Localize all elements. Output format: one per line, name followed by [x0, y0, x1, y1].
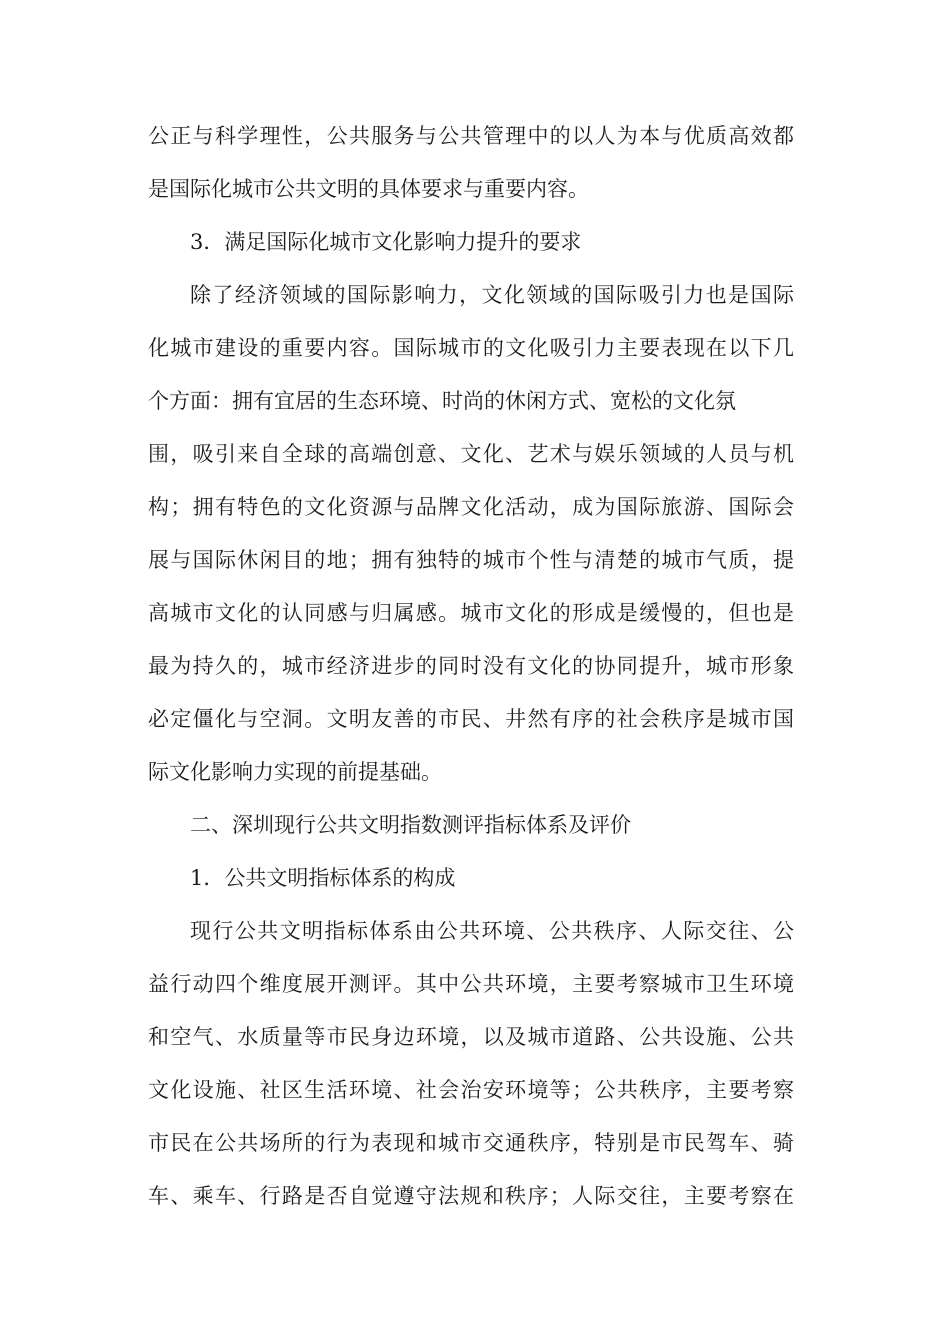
- body-text-line: 文化设施、社区生活环境、社会治安环境等；公共秩序，主要考察: [148, 1078, 794, 1102]
- body-text-line: 车、乘车、行路是否自觉遵守法规和秩序；人际交往，主要考察在: [148, 1184, 794, 1208]
- body-text-line: 公正与科学理性，公共服务与公共管理中的以人为本与优质高效都: [148, 124, 794, 148]
- body-text-line: 和空气、水质量等市民身边环境，以及城市道路、公共设施、公共: [148, 1025, 794, 1049]
- body-text-line: 围，吸引来自全球的高端创意、文化、艺术与娱乐领域的人员与机: [148, 442, 794, 466]
- body-text-line: 展与国际休闲目的地；拥有独特的城市个性与清楚的城市气质，提: [148, 548, 794, 572]
- body-text-line: 益行动四个维度展开测评。其中公共环境，主要考察城市卫生环境: [148, 972, 794, 996]
- body-text-line: 化城市建设的重要内容。国际城市的文化吸引力主要表现在以下几: [148, 336, 794, 360]
- body-text-line: 际文化影响力实现的前提基础。: [148, 760, 442, 784]
- body-text-line: 市民在公共场所的行为表现和城市交通秩序，特别是市民驾车、骑: [148, 1131, 794, 1155]
- body-text-line: 构；拥有特色的文化资源与品牌文化活动，成为国际旅游、国际会: [148, 495, 794, 519]
- section-heading: 二、深圳现行公共文明指数测评指标体系及评价: [190, 813, 631, 837]
- body-text-line: 高城市文化的认同感与归属感。城市文化的形成是缓慢的，但也是: [148, 601, 794, 625]
- body-text-line: 现行公共文明指标体系由公共环境、公共秩序、人际交往、公: [190, 919, 794, 943]
- body-text-line: 必定僵化与空洞。文明友善的市民、井然有序的社会秩序是城市国: [148, 707, 794, 731]
- subsection-heading: 3．满足国际化城市文化影响力提升的要求: [190, 230, 582, 254]
- body-text-line: 除了经济领域的国际影响力，文化领域的国际吸引力也是国际: [190, 283, 794, 307]
- body-text-line: 是国际化城市公共文明的具体要求与重要内容。: [148, 177, 589, 201]
- subsection-heading: 1．公共文明指标体系的构成: [190, 866, 456, 890]
- body-text-line: 最为持久的，城市经济进步的同时没有文化的协同提升，城市形象: [148, 654, 794, 678]
- body-text-line: 个方面：拥有宜居的生态环境、时尚的休闲方式、宽松的文化氛: [148, 389, 736, 413]
